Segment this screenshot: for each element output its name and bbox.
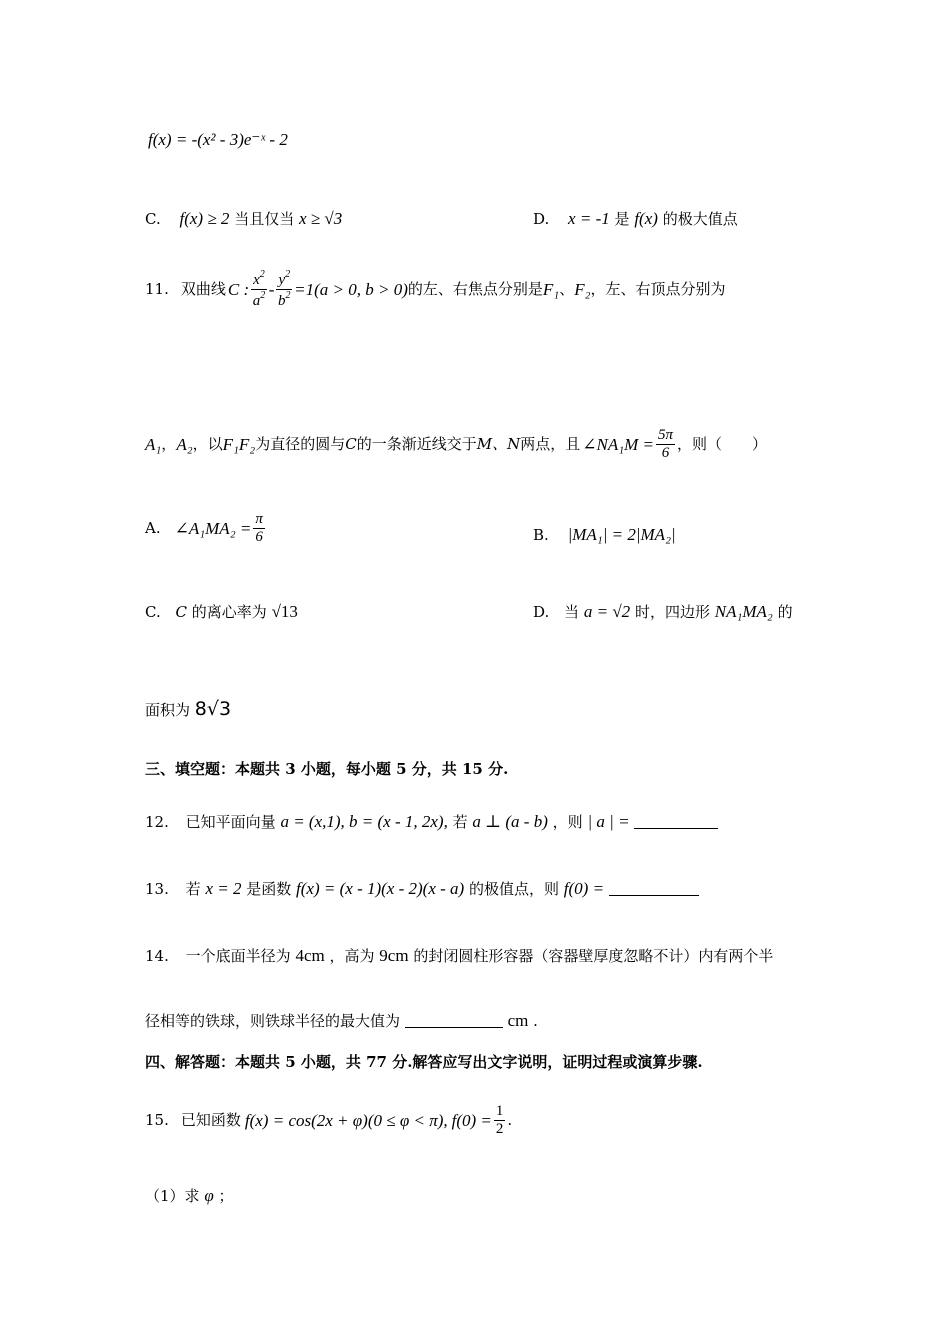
text: 的 — [777, 603, 793, 621]
minus: - — [268, 280, 275, 299]
option-label: A. — [145, 519, 161, 537]
math: f(x) ≥ 2 — [179, 209, 230, 228]
q13 — [145, 880, 699, 897]
math: 8√3 — [194, 698, 232, 720]
q14-line2 — [145, 1012, 538, 1029]
math: ∠NA₁M = — [582, 435, 654, 454]
text: 双曲线 — [180, 280, 226, 298]
fraction-y2-b2: $\frac{y^2}{b^2}$ — [278, 269, 291, 309]
math: f(x) = cos(2x + φ)(0 ≤ φ < π), — [244, 1111, 448, 1130]
text: 面积为 — [145, 701, 191, 719]
math: NA₁MA₂ — [714, 602, 773, 621]
text: ，左、右顶点分别为 — [590, 280, 726, 298]
q11-option-b — [533, 526, 676, 543]
q10-option-c — [145, 210, 342, 227]
q11-option-d-cont — [145, 700, 231, 719]
math: ∠A₁MA₂ = — [174, 519, 252, 538]
question-number: 13. — [145, 880, 169, 898]
q14-line1 — [145, 947, 773, 964]
text: . — [507, 1111, 513, 1129]
math: φ — [204, 1186, 214, 1205]
math: 4cm — [295, 946, 325, 965]
text: ， — [161, 435, 177, 453]
math: a ⊥ (a - b) — [472, 812, 548, 831]
text: 若 — [185, 880, 201, 898]
math: A₁ — [145, 435, 162, 454]
text: ，则 — [552, 813, 583, 831]
text: 一个底面半径为 — [185, 947, 291, 965]
q11-option-d — [533, 603, 793, 620]
math: x ≥ √3 — [299, 209, 343, 228]
q10-option-d — [533, 210, 738, 227]
section-4-heading: 四、解答题：本题共 5 小题，共 77 分.解答应写出文字说明，证明过程或演算步骤. — [145, 1053, 703, 1071]
math: C — [175, 603, 187, 621]
option-label: D. — [533, 603, 550, 621]
math: x = 2 — [205, 879, 242, 898]
math: 9cm — [379, 946, 409, 965]
option-label: B. — [533, 526, 549, 544]
text: 是函数 — [246, 880, 292, 898]
math: |MA₁| = 2|MA₂| — [567, 525, 676, 544]
question-number: 12. — [145, 813, 169, 831]
math: √13 — [271, 602, 298, 621]
fraction-angle: $\frac{5\pi}{6}$ — [658, 427, 674, 461]
option-label: C. — [145, 603, 161, 621]
text: ，则（ ） — [677, 435, 768, 453]
fraction-pi-6: $\frac{\pi}{6}$ — [255, 511, 263, 545]
math: M、N — [476, 435, 521, 453]
text: 若 — [452, 813, 468, 831]
text: 的离心率为 — [191, 603, 267, 621]
text: 的极大值点 — [662, 210, 738, 228]
math: F₂ — [574, 280, 591, 299]
q15 — [145, 1104, 512, 1137]
math: | a | = — [587, 812, 630, 831]
text: 的左、右焦点分别是 — [407, 280, 543, 298]
math: f(0) = — [563, 879, 605, 898]
q10-formula: f(x) = -(x² - 3)e⁻ˣ - 2 — [148, 130, 288, 149]
text: 当且仅当 — [234, 210, 295, 228]
q12 — [145, 813, 718, 830]
text: 时，四边形 — [634, 603, 710, 621]
answer-blank[interactable] — [405, 1013, 503, 1028]
text: 当 — [564, 603, 580, 621]
math: cm — [507, 1011, 529, 1030]
option-label: C. — [145, 210, 161, 228]
math: f(x) — [634, 209, 658, 228]
question-number: 11. — [145, 280, 169, 298]
math: =1(a > 0, b > 0) — [294, 280, 408, 299]
text: 的极值点，则 — [468, 880, 559, 898]
answer-blank[interactable] — [634, 814, 718, 829]
text: ，高为 — [329, 947, 375, 965]
math: a = (x,1), b = (x - 1, 2x), — [280, 812, 448, 831]
q15-part1 — [145, 1187, 234, 1204]
option-label: D. — [533, 210, 550, 228]
text: 的封闭圆柱形容器（容器壁厚度忽略不计）内有两个半 — [413, 947, 774, 965]
math: a = √2 — [583, 602, 631, 621]
question-number: 14. — [145, 947, 169, 965]
math: x = -1 — [568, 209, 610, 228]
q11-line1 — [145, 270, 726, 309]
text: . — [533, 1012, 538, 1030]
text: 的一条渐近线交于 — [356, 435, 477, 453]
math: F₁F₂ — [222, 435, 256, 454]
math: C — [345, 435, 357, 453]
text: 已知函数 — [180, 1111, 241, 1129]
q11-line2 — [145, 428, 767, 461]
math: A₂ — [176, 435, 193, 454]
section-3-heading: 三、填空题：本题共 3 小题，每小题 5 分，共 15 分. — [145, 760, 509, 778]
math: F₁ — [542, 280, 560, 299]
q11-option-a — [145, 512, 267, 545]
q11-option-c — [145, 603, 298, 620]
text: 已知平面向量 — [185, 813, 276, 831]
math: C : — [227, 280, 250, 299]
text: 、 — [559, 280, 575, 298]
text: （1）求 — [145, 1187, 200, 1205]
text: ； — [218, 1187, 234, 1205]
text: 为直径的圆与 — [255, 435, 346, 453]
text: 两点，且 — [520, 435, 581, 453]
text: ，以 — [192, 435, 223, 453]
fraction-x2-a2: $\frac{x^2}{a^2}$ — [252, 269, 266, 309]
math: f(x) = (x - 1)(x - 2)(x - a) — [296, 879, 465, 898]
math: f(0) = — [451, 1111, 492, 1130]
fraction-one-half: $\frac{1}{2}$ — [495, 1103, 504, 1137]
answer-blank[interactable] — [609, 881, 699, 896]
question-number: 15. — [145, 1111, 169, 1129]
text: 径相等的铁球，则铁球半径的最大值为 — [145, 1012, 401, 1030]
text: 是 — [614, 210, 630, 228]
